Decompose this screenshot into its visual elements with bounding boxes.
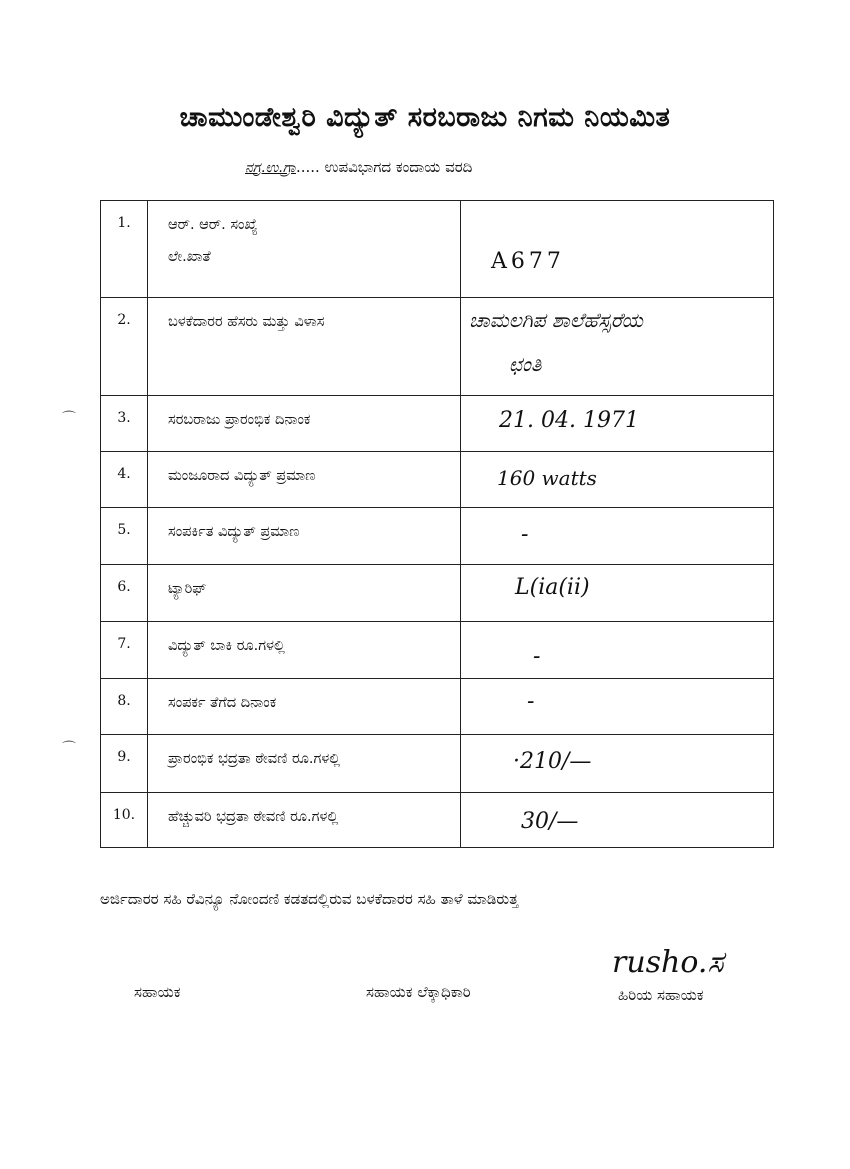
table-row — [101, 679, 774, 735]
supply-date-value: 21. 04. 1971 — [499, 408, 639, 433]
details-table — [100, 200, 774, 848]
subdivision-handwritten: ನಗ್ರ.ಉ.ಗ್ರಾ — [245, 160, 296, 176]
row-value — [461, 201, 774, 298]
row-label-line1: ಆರ್. ಆರ್. ಸಂಖ್ಯೆ — [168, 217, 258, 233]
consumer-name-value: ಚಾಮಲಗಿಪ ಶಾಲೆಹೆಸ್ಸರೆಯ — [469, 308, 643, 332]
row-label: ಹೆಚ್ಚುವರಿ ಭದ್ರತಾ ಠೇವಣಿ ರೂ.ಗಳಲ್ಲಿ — [148, 793, 461, 848]
table-row — [101, 735, 774, 793]
row-value — [461, 452, 774, 508]
subtitle-suffix: ..... ಉಪವಿಭಾಗದ ಕಂದಾಯ ವರದಿ — [295, 158, 473, 176]
row-number: 8. — [101, 679, 148, 735]
row-number: 10. — [101, 793, 148, 848]
row-value — [461, 396, 774, 452]
table-row — [101, 396, 774, 452]
table-row — [101, 298, 774, 396]
row-value — [461, 735, 774, 793]
arrears-value: - — [533, 644, 541, 669]
signatory-senior-assistant: ಹಿರಿಯ ಸಹಾಯಕ — [618, 986, 704, 1004]
row-label: ಸರಬರಾಜು ಪ್ರಾರಂಭಿಕ ದಿನಾಂಕ — [148, 396, 461, 452]
row-value — [461, 622, 774, 679]
page-title: ಚಾಮುಂಡೇಶ್ವರಿ ವಿದ್ಯುತ್ ಸರಬರಾಜು ನಿಗಮ ನಿಯಮಿತ — [179, 102, 671, 133]
row-label: ವಿದ್ಯುತ್ ಬಾಕಿ ರೂ.ಗಳಲ್ಲಿ — [148, 622, 461, 679]
row-value — [461, 565, 774, 622]
row-label-line2: ಲೇ.ಖಾತೆ — [168, 249, 211, 265]
row-label: ಟ್ಯಾರಿಫ್ — [148, 565, 461, 622]
row-number: 4. — [101, 452, 148, 508]
table-row — [101, 508, 774, 565]
row-value — [461, 298, 774, 396]
row-label: ಬಳಕೆದಾರರ ಹೆಸರು ಮತ್ತು ವಿಳಾಸ — [148, 298, 461, 396]
row-label — [148, 201, 461, 298]
row-number: 2. — [101, 298, 148, 396]
rr-number-value: A677 — [491, 249, 565, 274]
sanctioned-load-value: 160 watts — [497, 466, 597, 490]
scan-mark: ⌒ — [62, 741, 76, 757]
table-row — [101, 452, 774, 508]
connected-load-value: - — [521, 522, 529, 547]
disconnection-date-value: - — [527, 689, 535, 714]
tariff-value: L(ia(ii) — [515, 575, 590, 600]
additional-deposit-value: 30/— — [521, 809, 579, 834]
table-row — [101, 793, 774, 848]
handwritten-signature: rusho.ಸ — [612, 945, 724, 980]
row-number: 9. — [101, 735, 148, 793]
table-row — [101, 201, 774, 298]
row-number: 3. — [101, 396, 148, 452]
row-number: 1. — [101, 201, 148, 298]
scan-mark: ⌒ — [62, 411, 76, 427]
row-label: ಸಂಪರ್ಕ ತೆಗೆದ ದಿನಾಂಕ — [148, 679, 461, 735]
row-number: 7. — [101, 622, 148, 679]
row-value — [461, 508, 774, 565]
consumer-address-value: ಛಂತಿ — [509, 352, 542, 376]
table-row — [101, 565, 774, 622]
verification-statement: ಅರ್ಜಿದಾರರ ಸಹಿ ರೆವಿನ್ಯೂ ನೋಂದಣಿ ಕಡತದಲ್ಲಿರುವ ಬಳಕೆದಾರರ ಸಹಿ ತಾಳೆ ಮಾಡಿರುತ್ತ — [100, 890, 519, 908]
table-row — [101, 622, 774, 679]
row-value — [461, 793, 774, 848]
subtitle — [245, 158, 472, 176]
row-number: 5. — [101, 508, 148, 565]
signatory-assistant: ಸಹಾಯಕ — [134, 983, 181, 1001]
row-value — [461, 679, 774, 735]
row-label: ಪ್ರಾರಂಭಿಕ ಭದ್ರತಾ ಠೇವಣಿ ರೂ.ಗಳಲ್ಲಿ — [148, 735, 461, 793]
initial-deposit-value: ·210/— — [513, 749, 592, 774]
row-label: ಮಂಜೂರಾದ ವಿದ್ಯುತ್ ಪ್ರಮಾಣ — [148, 452, 461, 508]
row-number: 6. — [101, 565, 148, 622]
row-label: ಸಂಪರ್ಕಿತ ವಿದ್ಯುತ್ ಪ್ರಮಾಣ — [148, 508, 461, 565]
signatory-asst-accounts-officer: ಸಹಾಯಕ ಲೆಕ್ಕಾಧಿಕಾರಿ — [366, 983, 471, 1001]
